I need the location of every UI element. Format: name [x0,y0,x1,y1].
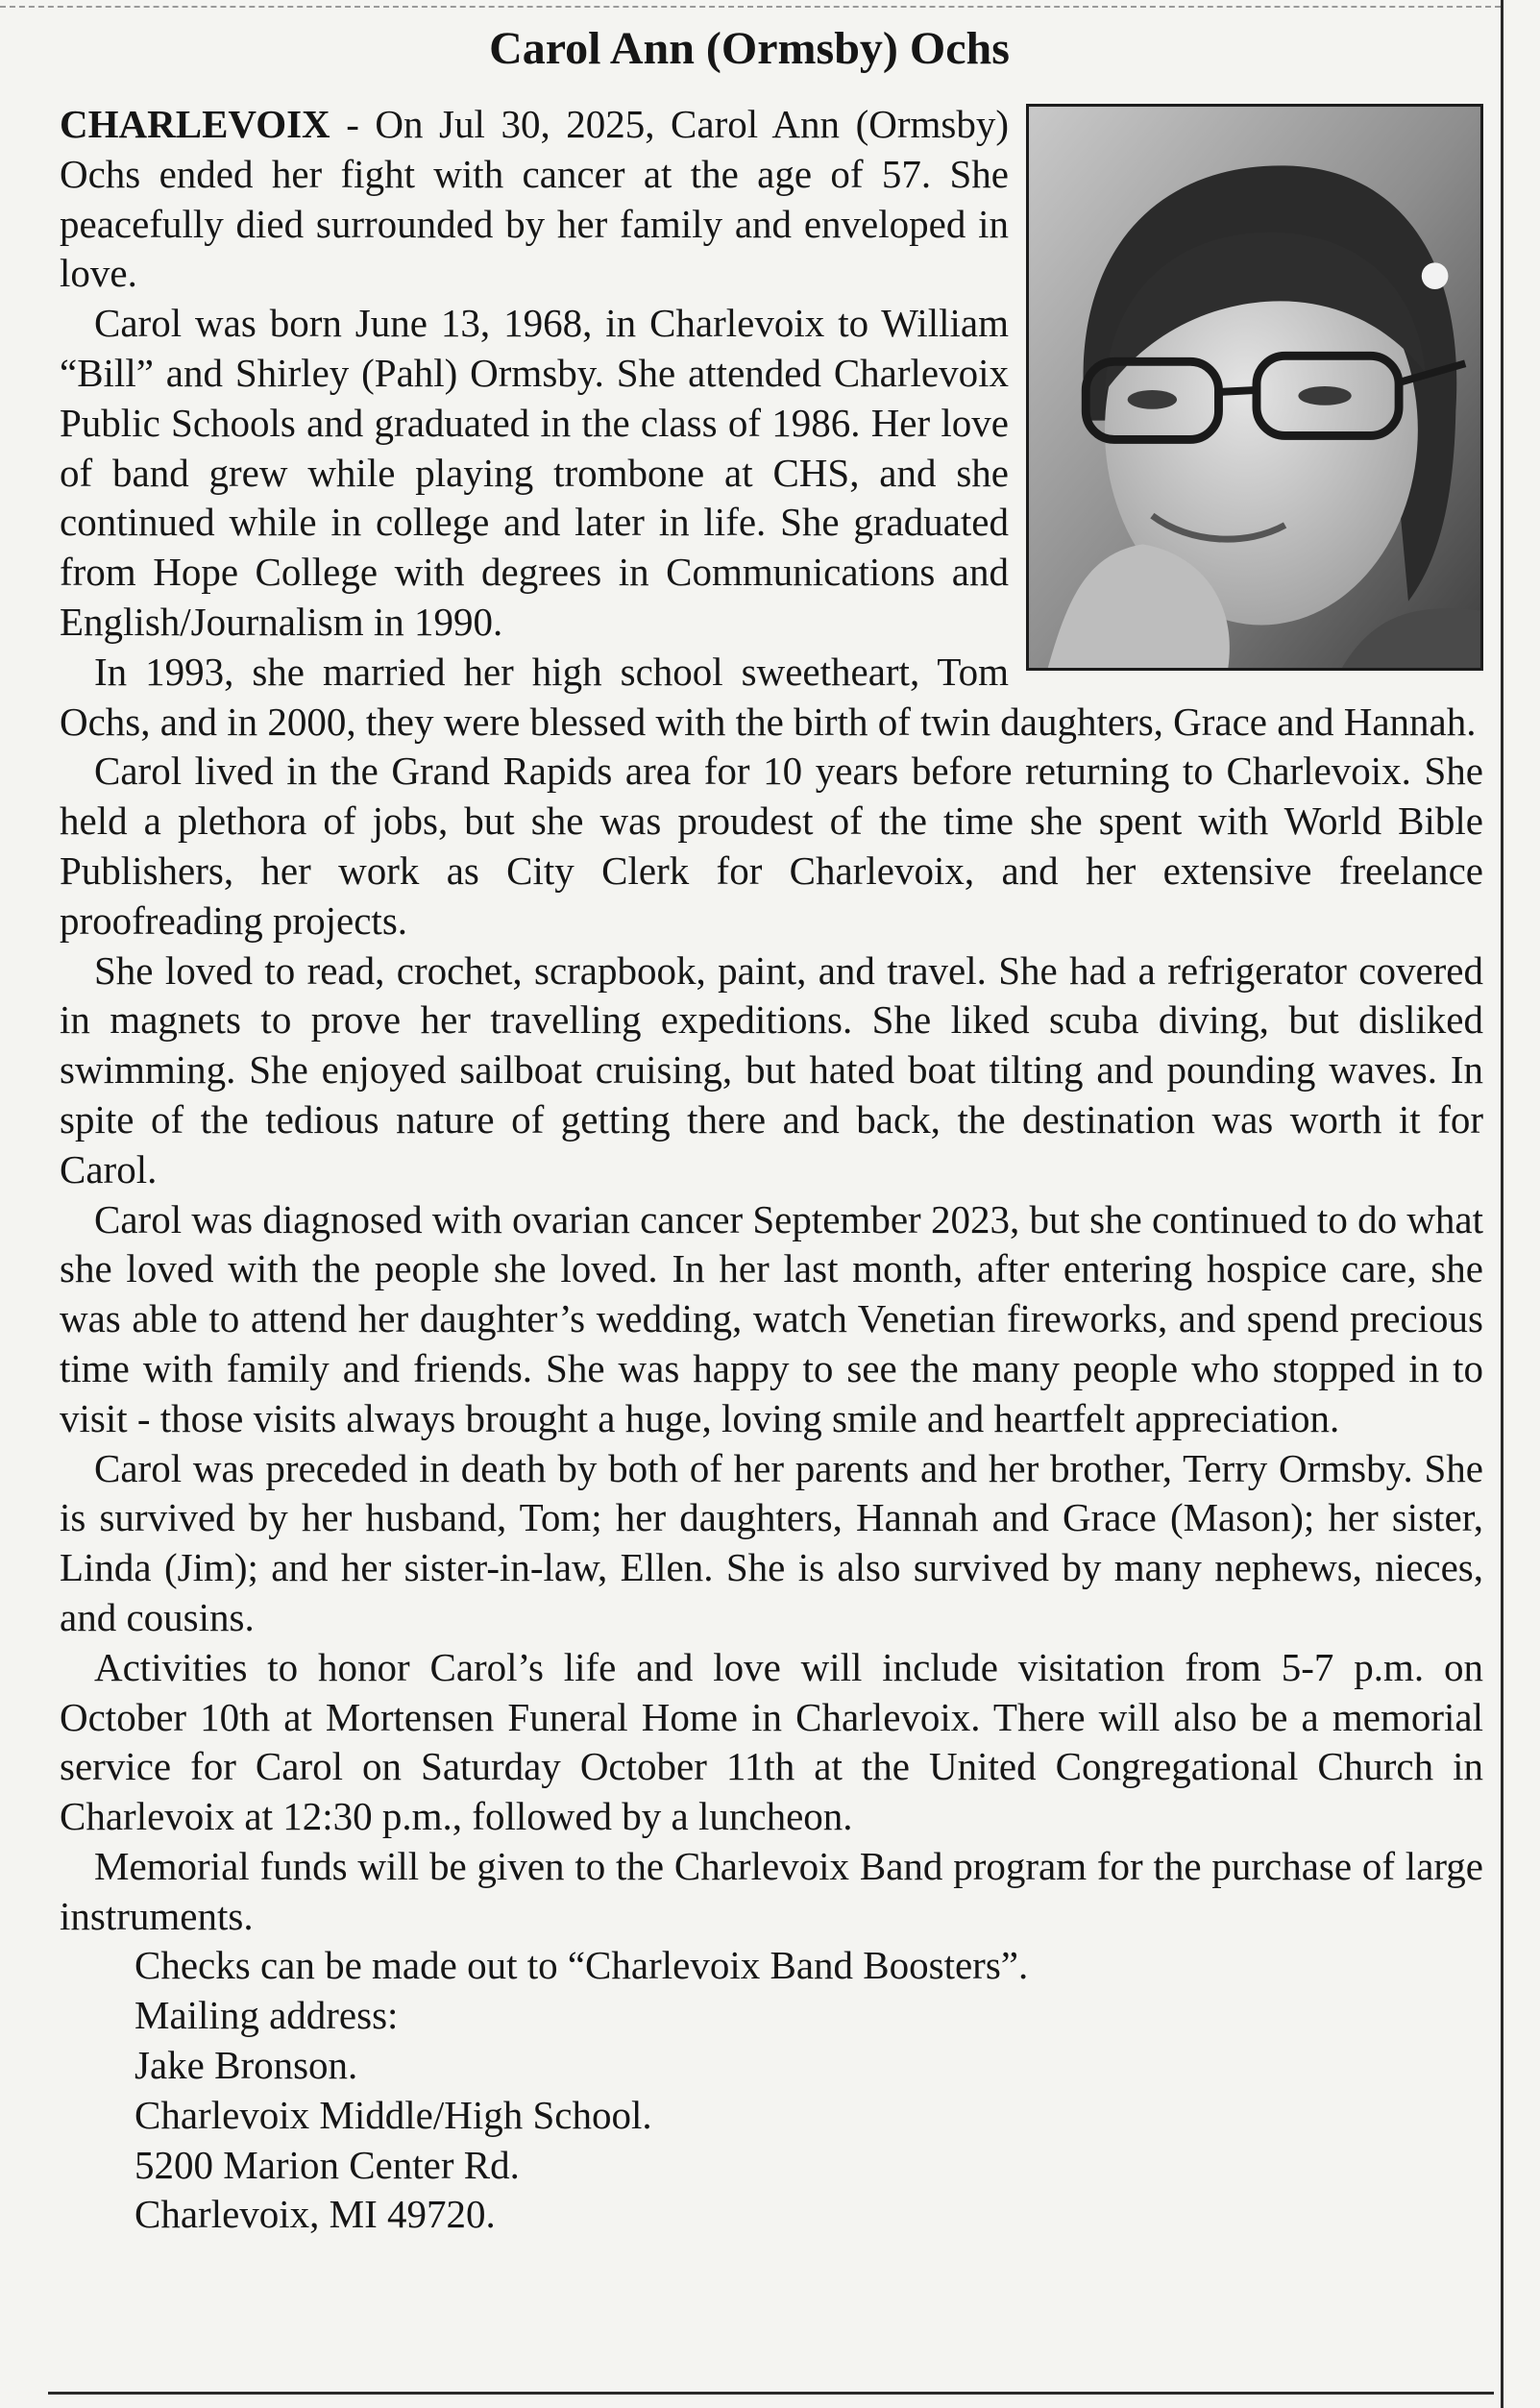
paragraph-diagnosis: Carol was diagnosed with ovarian cancer September 2023, but she continued to do what she loved with the people she loved. In her last month, after entering hospice care, she was able to attend her daughter’s wedding, watch Venetian fireworks, and spend precious time with family and friends. She was happy to see the many people who stopped in to visit - those visits always brought a huge, loving smile and heartfelt appreciation. [60,1196,1484,1440]
dateline: CHARLEVOIX [60,102,330,146]
top-rule [0,6,1501,8]
address-line: Charlevoix Middle/High School. [134,2092,652,2137]
address-line: Mailing address: [134,1993,399,2038]
paragraph-career: Carol lived in the Grand Rapids area for 10 years before returning to Charlevoix. She held a plethora of jobs, but she was proudest of the time she spent with World Bible Publishers, her work as City Clerk for Charlevoix, and her extensive freelance proofreading projects. [60,749,1483,943]
paragraph-hobbies: She loved to read, crochet, scrapbook, paint, and travel. She had a refrigerator covered in magnets to prove her travelling expeditions. She liked scuba diving, but disliked swimming. She enjoyed sailboat cruising, but hated boat tilting and pounding waves. In spite of the tedious nature of getting there and back, the destination was worth it for Carol. [60,947,1483,1192]
address-line: Checks can be made out to “Charlevoix Band Boosters”. [134,1943,1029,1988]
paragraph-memorial-funds: Memorial funds will be given to the Charlevoix Band program for the purchase of large instruments. [60,1843,1483,1938]
lead-text: - On Jul 30, 2025, Carol Ann (Ormsby) Ochs ended her fight with cancer at the age of 57. She peacefully died surrounded by her family and enveloped in love. [60,102,1009,296]
paragraph-marriage: In 1993, she married her high school sweetheart, Tom Ochs, and in 2000, they were blessed with the birth of twin daughters, Grace and Hannah. [60,649,1477,744]
address-line: Charlevoix, MI 49720. [134,2192,496,2237]
obituary-body [60,100,1483,2240]
paragraph-services: Activities to honor Carol’s life and love will include visitation from 5-7 p.m. on October 10th at Mortensen Funeral Home in Charlevoix. There will also be a memorial service for Carol on Saturday October 11th at the United Congregational Church in Charlevoix at 12:30 p.m., followed by a luncheon. [60,1644,1483,1839]
portrait-image [1029,107,1480,668]
paragraph-birth: Carol was born June 13, 1968, in Charlevoix to William “Bill” and Shirley (Pahl) Ormsby. She attended Charlevoix Public Schools and graduated in the class of 1986. Her love of band grew while playing trombone at CHS, and she continued while in college and later in life. She graduated from Hope College with degrees in Communications and English/Journalism in 1990. [60,301,1009,644]
bottom-rule [48,2392,1494,2395]
address-line: 5200 Marion Center Rd. [134,2142,520,2187]
paragraph-family: Carol was preceded in death by both of her parents and her brother, Terry Ormsby. She is survived by her husband, Tom; her daughters, Hannah and Grace (Mason); her sister, Linda (Jim); and her sister-in-law, Ellen. She is also survived by many nephews, nieces, and cousins. [60,1445,1483,1639]
portrait-photo [1026,104,1483,671]
obituary-title: Carol Ann (Ormsby) Ochs [489,23,1010,74]
column-rule [1501,0,1503,2408]
address-line: Jake Bronson. [134,2043,358,2088]
